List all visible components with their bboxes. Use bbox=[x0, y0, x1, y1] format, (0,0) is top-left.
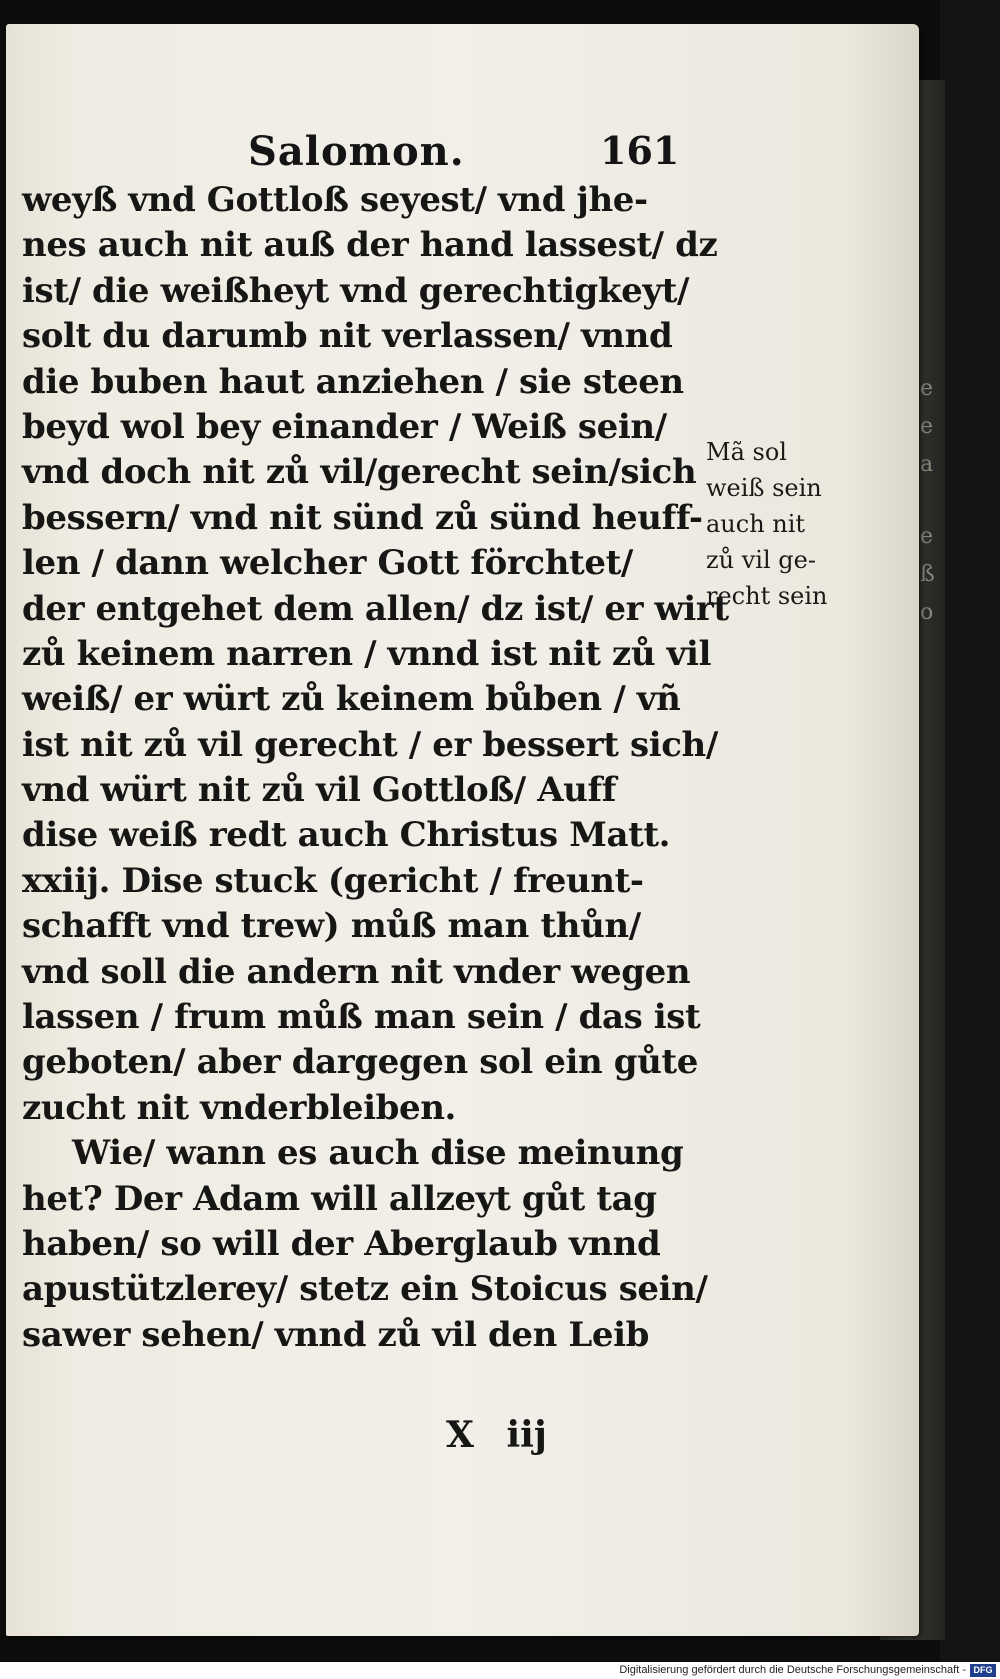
page-number: 161 bbox=[600, 128, 680, 173]
background-band bbox=[940, 0, 1000, 1662]
marginal-line: Mã sol bbox=[706, 438, 787, 466]
text-line: apustützlerey/ stetz ein Stoicus sein/ bbox=[22, 1269, 708, 1310]
text-line: lassen / frum můß man sein / das ist bbox=[22, 997, 701, 1038]
text-line: ist nit zů vil gerecht / er bessert sich/ bbox=[22, 724, 718, 765]
marginal-line: recht sein bbox=[706, 582, 828, 610]
dfg-logo[interactable]: DFG bbox=[970, 1664, 996, 1677]
text-line: vnd würt nit zů vil Gottloß/ Auff bbox=[22, 770, 616, 811]
text-line: sawer sehen/ vnnd zů vil den Leib bbox=[22, 1314, 650, 1355]
text-line: xxiij. Dise stuck (gericht / freunt- bbox=[22, 860, 644, 901]
body-text bbox=[22, 178, 729, 1358]
text-line: vnd soll die andern nit vnder wegen bbox=[22, 951, 691, 992]
text-line: haben/ so will der Aberglaub vnnd bbox=[22, 1223, 661, 1264]
running-head bbox=[240, 128, 700, 180]
credit-bar bbox=[0, 1662, 1000, 1679]
text-line: nes auch nit auß der hand lassest/ dz bbox=[22, 225, 718, 266]
text-line: weyß vnd Gottloß seyest/ vnd jhe- bbox=[22, 180, 648, 220]
text-line: zů keinem narren / vnnd ist nit zů vil bbox=[22, 633, 711, 674]
text-line: der entgehet dem allen/ dz ist/ er wirt bbox=[22, 588, 729, 629]
credit-text: Digitalisierung gefördert durch die Deutsche Forschungsgemeinschaft - bbox=[619, 1664, 966, 1676]
text-line: geboten/ aber dargegen sol ein gůte bbox=[22, 1042, 698, 1083]
text-line: solt du darumb nit verlassen/ vnnd bbox=[22, 316, 673, 357]
text-line: vnd doch nit zů vil/gerecht sein/sich bbox=[22, 452, 697, 493]
signature-mark: X iij bbox=[446, 1414, 547, 1456]
marginal-line: auch nit bbox=[706, 510, 806, 538]
text-line: schafft vnd trew) můß man thůn/ bbox=[22, 906, 641, 947]
text-line: weiß/ er würt zů keinem bůben / vñ bbox=[22, 679, 681, 720]
text-line: zucht nit vnderbleiben. bbox=[22, 1087, 456, 1128]
facing-page-fragment: a bbox=[920, 452, 934, 477]
facing-page-fragment: e bbox=[920, 414, 934, 439]
facing-page-fragment: e bbox=[920, 524, 934, 549]
marginal-line: zů vil ge- bbox=[706, 546, 816, 574]
text-line: het? Der Adam will allzeyt gůt tag bbox=[22, 1178, 657, 1219]
text-line: Wie/ wann es auch dise meinung bbox=[72, 1133, 684, 1174]
text-line: len / dann welcher Gott förchtet/ bbox=[22, 543, 633, 584]
facing-page-fragment: e bbox=[920, 376, 934, 401]
page-title: Salomon. bbox=[248, 128, 465, 175]
text-line: beyd wol bey einander / Weiß sein/ bbox=[22, 406, 667, 447]
marginal-note bbox=[706, 434, 836, 614]
text-line: dise weiß redt auch Christus Matt. bbox=[22, 815, 671, 856]
text-line: bessern/ vnd nit sünd zů sünd heuff- bbox=[22, 497, 703, 538]
facing-page-fragment: o bbox=[920, 600, 934, 625]
text-line: ist/ die weißheyt vnd gerechtigkeyt/ bbox=[22, 270, 689, 311]
facing-page-fragment: ß bbox=[920, 562, 935, 587]
marginal-line: weiß sein bbox=[706, 474, 822, 502]
text-line: die buben haut anziehen / sie steen bbox=[22, 361, 684, 402]
